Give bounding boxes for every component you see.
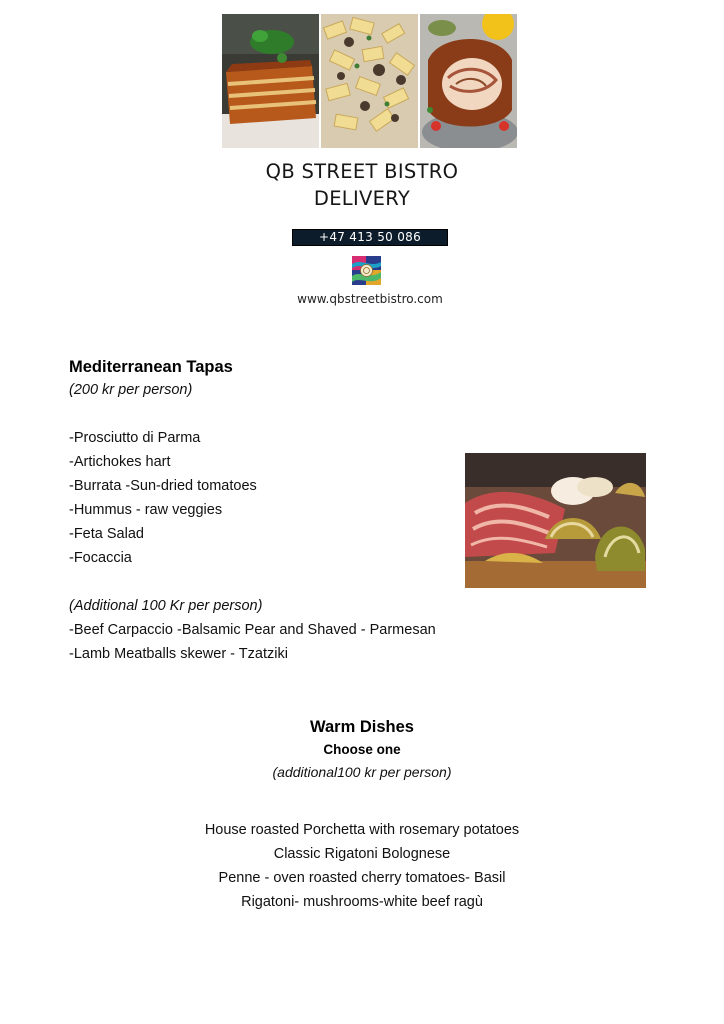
list-item: -Artichokes hart xyxy=(69,454,171,470)
list-item: Classic Rigatoni Bolognese xyxy=(273,846,451,862)
qb-logo-icon xyxy=(352,256,381,285)
list-item: Penne - oven roasted cherry tomatoes- Basil xyxy=(218,870,506,886)
warm-heading: Warm Dishes xyxy=(310,718,414,736)
tapas-platter-photo xyxy=(465,453,646,588)
warm-price-note: (additional100 kr per person) xyxy=(272,764,452,780)
tapas-extra-note: (Additional 100 Kr per person) xyxy=(69,598,263,614)
tapas-extra-items xyxy=(69,618,469,666)
list-item: -Hummus - raw veggies xyxy=(69,502,223,518)
pasta-photo xyxy=(321,14,418,148)
list-item: House roasted Porchetta with rosemary potatoes xyxy=(204,822,520,838)
list-item: -Prosciutto di Parma xyxy=(69,430,201,446)
list-item: -Feta Salad xyxy=(69,526,144,542)
tapas-items xyxy=(69,426,469,570)
lasagna-photo xyxy=(222,14,319,148)
list-item: -Burrata -Sun-dried tomatoes xyxy=(69,478,257,494)
tapas-heading: Mediterranean Tapas xyxy=(69,358,233,376)
warm-subheading: Choose one xyxy=(323,742,401,757)
brand-title-line2: DELIVERY xyxy=(313,187,411,210)
header-photo-strip xyxy=(222,14,517,148)
list-item: -Lamb Meatballs skewer - Tzatziki xyxy=(69,646,288,662)
tapas-section xyxy=(69,356,469,666)
tapas-price-note: (200 kr per person) xyxy=(69,382,193,398)
brand-title-line1: QB STREET BISTRO xyxy=(265,160,459,183)
warm-dishes-section xyxy=(0,716,724,914)
brand-title xyxy=(0,158,724,212)
warm-items xyxy=(0,818,724,914)
list-item: Rigatoni- mushrooms-white beef ragù xyxy=(241,894,483,910)
list-item: -Focaccia xyxy=(69,550,132,566)
porchetta-photo xyxy=(420,14,517,148)
website-link[interactable]: www.qbstreetbistro.com xyxy=(297,292,443,306)
list-item: -Beef Carpaccio -Balsamic Pear and Shaved - Parmesan xyxy=(69,622,436,638)
phone-number[interactable]: +47 413 50 086 xyxy=(292,229,448,246)
